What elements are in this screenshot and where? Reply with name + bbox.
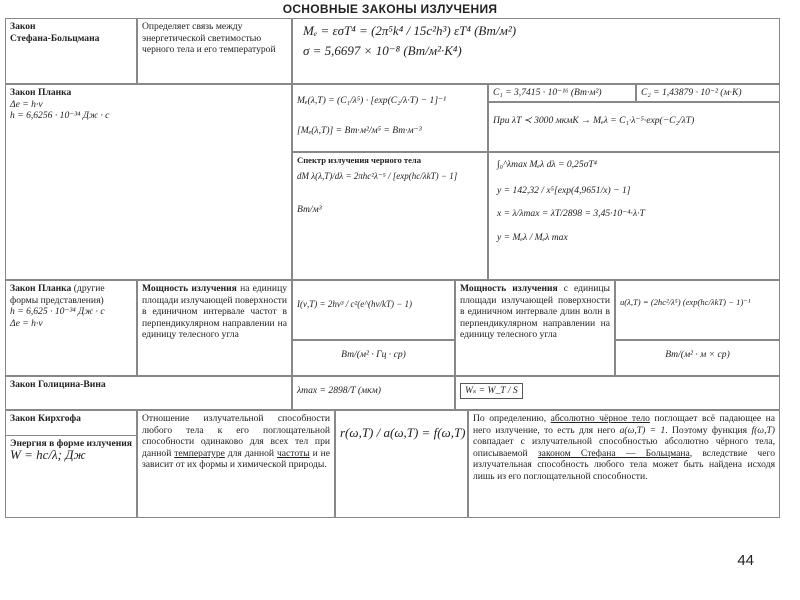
planck-approx-cell — [488, 102, 780, 152]
planck-alt-formula2: u(λ,T) = (2hc²/λ⁵) (exp(hc/λkT) − 1)⁻¹ — [620, 297, 751, 307]
spectrum-cell — [292, 152, 488, 280]
frequency-link[interactable]: частоты — [276, 447, 310, 459]
planck-alt-formula1-cell — [292, 280, 455, 340]
planck-formula-units: [Mₑ(λ,T)] = Вт·м²/м⁵ = Вт·м⁻³ — [297, 124, 422, 136]
stefan-boltzmann-link[interactable]: законом Стефана — Больцмана — [537, 447, 690, 459]
energy-formula: W = hc/λ; Дж — [10, 447, 86, 463]
kirchhoff-note-formula1: a(ω,T) = 1 — [619, 424, 666, 436]
x-formula: x = λ/λmax = λT/2898 = 3,45·10⁻⁴·λ·T — [497, 208, 645, 220]
kirchhoff-desc-b: для данной — [224, 447, 277, 459]
kirchhoff-note-formula2: f(ω,T) — [751, 424, 776, 436]
ratio-formula: y = Mₑλ / Mₑλ max — [497, 231, 568, 243]
planck-formula-cell — [292, 84, 488, 152]
kirchhoff-desc-c: и не зависит от их формы и химической природы. — [142, 447, 330, 471]
planck-constant: h = 6,6256 · 10⁻³⁴ Дж · с — [10, 110, 110, 122]
spectrum-title: Спектр излучения черного тела — [297, 155, 422, 165]
kirchhoff-name-divider — [6, 435, 136, 436]
planck-energy-quantum: Δe = h·ν — [10, 98, 43, 110]
kirchhoff-name: Закон Кирхгофа — [10, 413, 81, 424]
planck-alt-name: Закон Планка — [10, 283, 72, 294]
planck-alt-energy: Δe = h·ν — [10, 317, 43, 329]
planck-alt-constant: h = 6,625 · 10⁻³⁴ Дж · с — [10, 306, 105, 318]
planck-alt-formula1: I(ν,T) = 2hν³ / c²(e^(hν/kT) − 1) — [297, 299, 413, 309]
golitsyn-formula1: λmax = 2898/T (мкм) — [297, 385, 381, 396]
planck-alt-desc2-rest: с единицы площади излучающей поверхности в единичном интервале длин волн в перпендикулярном направлении на единицу телесного угла — [460, 283, 610, 341]
spectrum-units: Вт/м³ — [297, 204, 322, 216]
planck-alt-desc1-bold: Мощность излучения — [142, 283, 237, 294]
kirchhoff-note-d: совпадает с излучательной способностью абсолютно чёрного тела, описываемой — [473, 436, 775, 459]
golitsyn-name-cell — [5, 376, 292, 410]
planck-alt-desc1-rest: на единицу площади излучающей поверхности в единичном интервале частот в перпендикулярном направлении на единицу телесного угла — [142, 283, 287, 341]
integral-formula: ∫₀^λmax Mₑλ dλ = 0,25σT⁴ — [497, 159, 598, 170]
planck-alt-units1-cell — [292, 340, 455, 376]
planck-formula-main: Mₑ(λ,T) = (C₁/λ⁵) · [exp(C₂/λ·T) − 1]⁻¹ — [297, 95, 446, 106]
stefan-name-cell — [5, 18, 137, 84]
planck-alt-desc1-cell — [137, 280, 292, 376]
stefan-desc-cell — [137, 18, 292, 84]
planck-c1: C₁ = 3,7415 · 10⁻¹⁶ (Вт·м²) — [493, 87, 602, 98]
golitsyn-formula2-cell — [455, 376, 780, 410]
kirchhoff-note-a: По определению, — [473, 413, 551, 424]
spectrum-formula: dM λ(λ,T)/dλ = 2πhc²λ⁻⁵ / [exp(hc/λkT) − 1] — [297, 170, 458, 181]
temperature-link[interactable]: температуре — [174, 447, 225, 459]
relative-cell — [488, 152, 780, 280]
stefan-formula-sigma: σ = 5,6697 × 10⁻⁸ (Вт/м²·K⁴) — [303, 42, 462, 58]
kirchhoff-formula: r(ω,T) / a(ω,T) = f(ω,T) — [340, 425, 466, 440]
planck-alt-units2: Вт/(м² · м × ср) — [665, 349, 730, 360]
stefan-name-line2: Стефана-Больцмана — [10, 32, 100, 44]
golitsyn-formula1-cell — [292, 376, 455, 410]
kirchhoff-note-e: , вследствие чего излучательная способность любого тела может быть найдена исходя лишь из его поглощательной способности. — [473, 447, 775, 482]
kirchhoff-formula-cell — [335, 410, 468, 518]
stefan-formula-main: Mₑ = εσT⁴ = (2π⁵k⁴ / 15c²h³) εT⁴ (Вт/м²) — [303, 23, 517, 38]
kirchhoff-desc-cell — [137, 410, 335, 518]
stefan-description: Определяет связь между энергетической светимостью черного тела и его температурой — [142, 21, 276, 56]
planck-c2-cell — [636, 84, 780, 102]
kirchhoff-note-b: поглощает всё падающее на него излучение, то есть для него — [473, 413, 775, 436]
golitsyn-formula2: Wₛ = W_T / S — [460, 383, 523, 399]
kirchhoff-note-c: . Поэтому функция — [665, 424, 752, 436]
planck-alt-desc2-bold: Мощность излучения — [460, 283, 558, 294]
planck-approx: При λT ≺ 3000 мкмK → Mₑλ = C₁·λ⁻⁵·exp(−C₂/λT) — [493, 115, 695, 126]
planck-alt-desc2-cell — [455, 280, 615, 376]
kirchhoff-desc-a: Отношение излучательной способности любого тела к его поглощательной способности одинаково для всех тел при данной — [142, 413, 330, 459]
planck-c2: C₂ = 1,43879 · 10⁻² (м·K) — [641, 87, 742, 98]
planck-name-cell — [5, 84, 292, 280]
stefan-name-line1: Закон — [10, 21, 36, 32]
golitsyn-name: Закон Голицина-Вина — [10, 379, 106, 390]
page-title: ОСНОВНЫЕ ЗАКОНЫ ИЗЛУЧЕНИЯ — [282, 2, 498, 16]
kirchhoff-note-cell — [468, 410, 780, 518]
stefan-formula-cell — [292, 18, 780, 84]
blackbody-link[interactable]: абсолютно чёрное тело — [550, 413, 650, 424]
planck-alt-name-rest: (другие формы представления) — [10, 283, 105, 306]
planck-alt-units2-cell — [615, 340, 780, 376]
planck-alt-formula2-cell — [615, 280, 780, 340]
planck-alt-units1: Вт/(м² · Гц · ср) — [341, 349, 406, 360]
planck-c1-cell — [488, 84, 636, 102]
energy-name: Энергия в форме излучения — [10, 437, 132, 449]
planck-name: Закон Планка — [10, 87, 72, 98]
page-number: 44 — [737, 552, 754, 569]
y-formula: y = 142,32 / x⁵[exp(4,9651/x) − 1] — [497, 184, 631, 196]
kirchhoff-name-cell — [5, 410, 137, 518]
planck-alt-name-cell — [5, 280, 137, 376]
